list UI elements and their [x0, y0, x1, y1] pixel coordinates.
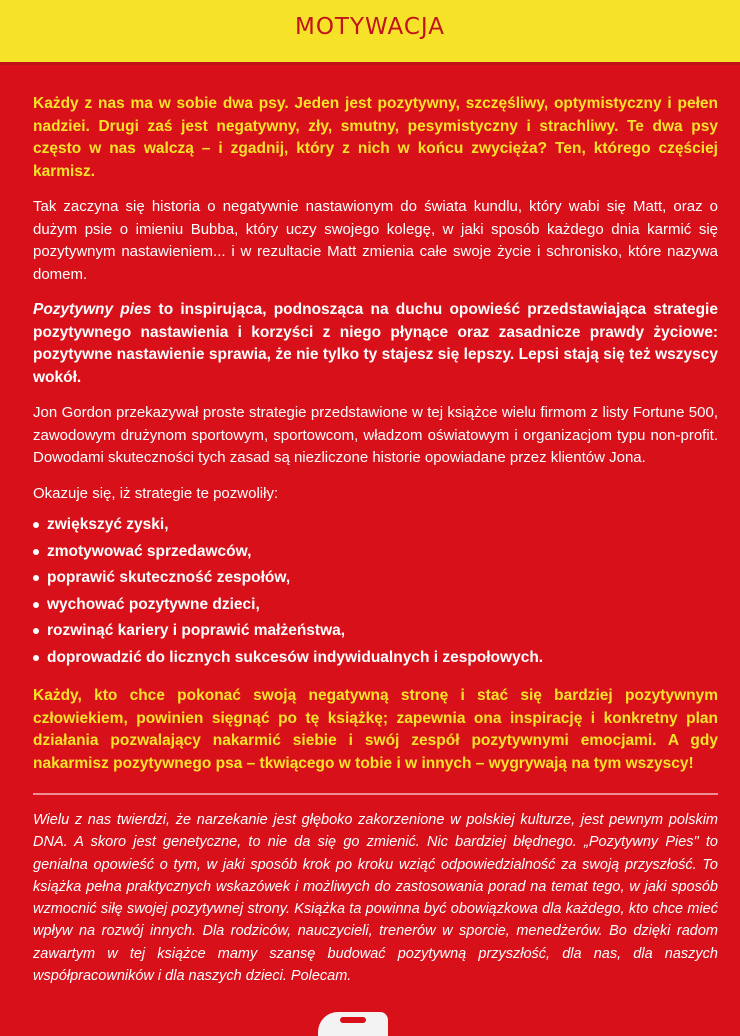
review-quote: Wielu z nas twierdzi, że narzekanie jest głęboko zakorzenione w polskiej kulturze, jest pewnym polskim DNA. A skoro jest genetyczne, to nie da się go zmienić. Nic bardziej błędnego. „Pozytywny Pies" to genialna opowieść o tym, w jaki sposób krok po kroku wziąć odpowiedzialność za swoją przyszłość. To książka pełna praktycznych wskazówek i możliwych do zastosowania porad na temat tego, w jaki sposób wzmocnić siłę swojej pozytywnej strony. Książka ta powinna być obowiązkowa dla każdego, kto chce mieć wpływ na rozwój innych. Dla rodziców, nauczycieli, trenerów w sporcie, menedżerów. Bo dzięki radom zawartym w tej książce mamy szansę budować pozytywną przyszłość, dla nas, dla naszych współpracowników i dla naszych dzieci. Polecam. — [33, 812, 718, 985]
benefits-list — [33, 512, 718, 671]
summary-paragraph — [33, 299, 718, 389]
price-sticker — [318, 1012, 388, 1036]
author-paragraph: Jon Gordon przekazywał proste strategie przedstawione w tej książce wielu firmom z listy Fortune 500, zawodowym drużynom sportowym, sportowcom, władzom oświatowym i organizacjom typu non-profit. Dowodami skuteczności tych zasad są niezliczone historie opowiadane przez klientów Jona. — [33, 404, 718, 466]
back-cover-text — [33, 93, 718, 987]
list-item: wychować pozytywne dzieci, — [33, 592, 718, 619]
story-paragraph: Tak zaczyna się historia o negatywnie nastawionym do świata kundlu, który wabi się Matt, oraz o dużym psie o imieniu Bubba, który uczy swojego kolegę, w jaki sposób każdego dnia karmić się pozytywnym nastawieniem... i w rezultacie Matt zmienia całe swoje życie i schronisko, które nazywa domem. — [33, 198, 718, 283]
list-item: poprawić skuteczność zespołów, — [33, 565, 718, 592]
page-title: MOTYWACJA — [294, 14, 446, 40]
divider — [33, 793, 718, 795]
list-item: zmotywować sprzedawców, — [33, 539, 718, 566]
summary-text: to inspirująca, podnosząca na duchu opowieść przedstawiająca strategie pozytywnego nastawienia i korzyści z niego płynące oraz zasadnicze prawdy życiowe: pozytywne nastawienie sprawia, że nie tylko ty stajesz się lepszy. Lepsi stają się też wszyscy wokół. — [33, 301, 718, 386]
call-to-action-paragraph: Każdy, kto chce pokonać swoją negatywną stronę i stać się bardziej pozytywnym człowiekiem, powinien sięgnąć po tę książkę; zapewnia ona inspirację i konkretny plan działania pozwalający nakarmić siebie i swój zespół pozytywnymi emocjami. A gdy nakarmisz pozytywnego psa – tkwiącego w tobie i w innych – wygrywają na tym wszyscy! — [33, 687, 718, 772]
list-item: doprowadzić do licznych sukcesów indywidualnych i zespołowych. — [33, 645, 718, 672]
intro-paragraph: Każdy z nas ma w sobie dwa psy. Jeden jest pozytywny, szczęśliwy, optymistyczny i pełen nadziei. Drugi zaś jest negatywny, zły, smutny, pesymistyczny i strachliwy. Te dwa psy często w nas walczą – i zgadnij, który z nich w końcu zwycięża? Ten, którego częściej karmisz. — [33, 95, 718, 180]
list-intro: Okazuje się, iż strategie te pozwoliły: — [33, 484, 279, 502]
list-item: rozwinąć kariery i poprawić małżeństwa, — [33, 618, 718, 645]
book-title-inline: Pozytywny pies — [33, 301, 152, 318]
list-item: zwiększyć zyski, — [33, 512, 718, 539]
